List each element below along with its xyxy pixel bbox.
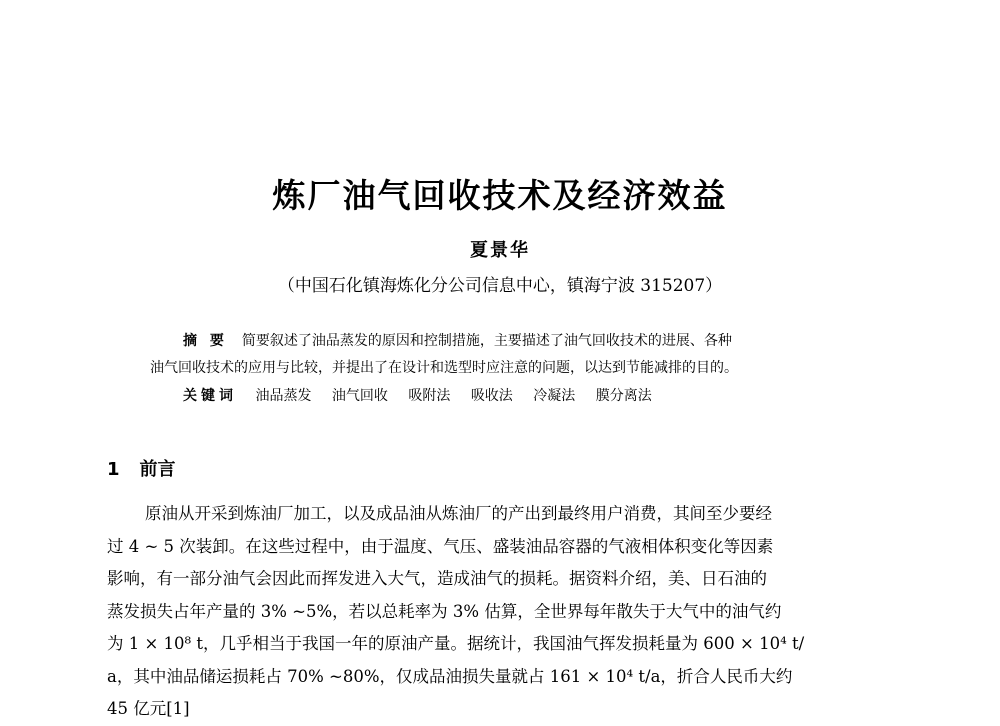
keyword: 油品蒸发 — [255, 388, 312, 404]
keywords — [183, 383, 668, 410]
abstract-label: 摘 要 — [183, 333, 228, 349]
keyword: 吸附法 — [408, 388, 451, 404]
body-line: 过 4 ~ 5 次装卸。在这些过程中，由于温度、气压、盛装油品容器的气液相体积变化等因素 — [107, 536, 774, 556]
author-name: 夏景华 — [470, 240, 530, 261]
section-body — [107, 498, 912, 726]
keyword: 膜分离法 — [595, 388, 652, 404]
abstract — [150, 328, 870, 382]
body-line: 影响，有一部分油气会因此而挥发进入大气，造成油气的损耗。据资料介绍，美、日石油的 — [107, 569, 767, 588]
section-title: 前言 — [139, 459, 176, 480]
body-line: a，其中油品储运损耗占 70% ~80%，仅成品油损失量就占 161 × 10⁴ t/a，折合人民币大约 — [107, 666, 793, 686]
author-affiliation: （中国石化镇海炼化分公司信息中心，镇海宁波 315207） — [277, 276, 723, 296]
section-number: 1 — [107, 459, 120, 480]
keyword: 冷凝法 — [533, 388, 576, 404]
keywords-label: 关键词 — [183, 388, 237, 404]
keyword: 油气回收 — [331, 388, 388, 404]
paper-title: 炼厂油气回收技术及经济效益 — [272, 176, 728, 215]
body-line: 原油从开采到炼油厂加工，以及成品油从炼油厂的产出到最终用户消费，其间至少要经 — [145, 504, 772, 523]
abstract-line-1 — [150, 328, 870, 355]
section-heading — [107, 455, 176, 481]
abstract-line-2: 油气回收技术的应用与比较，并提出了在设计和选型时应注意的问题，以达到节能减排的目的。 — [150, 360, 738, 376]
body-line: 45 亿元[1] — [107, 699, 190, 718]
abstract-text-1: 简要叙述了油品蒸发的原因和控制措施，主要描述了油气回收技术的进展、各种 — [241, 333, 732, 349]
body-line: 为 1 × 10⁸ t，几乎相当于我国一年的原油产量。据统计，我国油气挥发损耗量为 600 × 10⁴ t/ — [107, 634, 805, 653]
keyword: 吸收法 — [470, 388, 513, 404]
body-line: 蒸发损失占年产量的 3% ~5%，若以总耗率为 3% 估算，全世界每年散失于大气中的油气约 — [107, 601, 782, 621]
